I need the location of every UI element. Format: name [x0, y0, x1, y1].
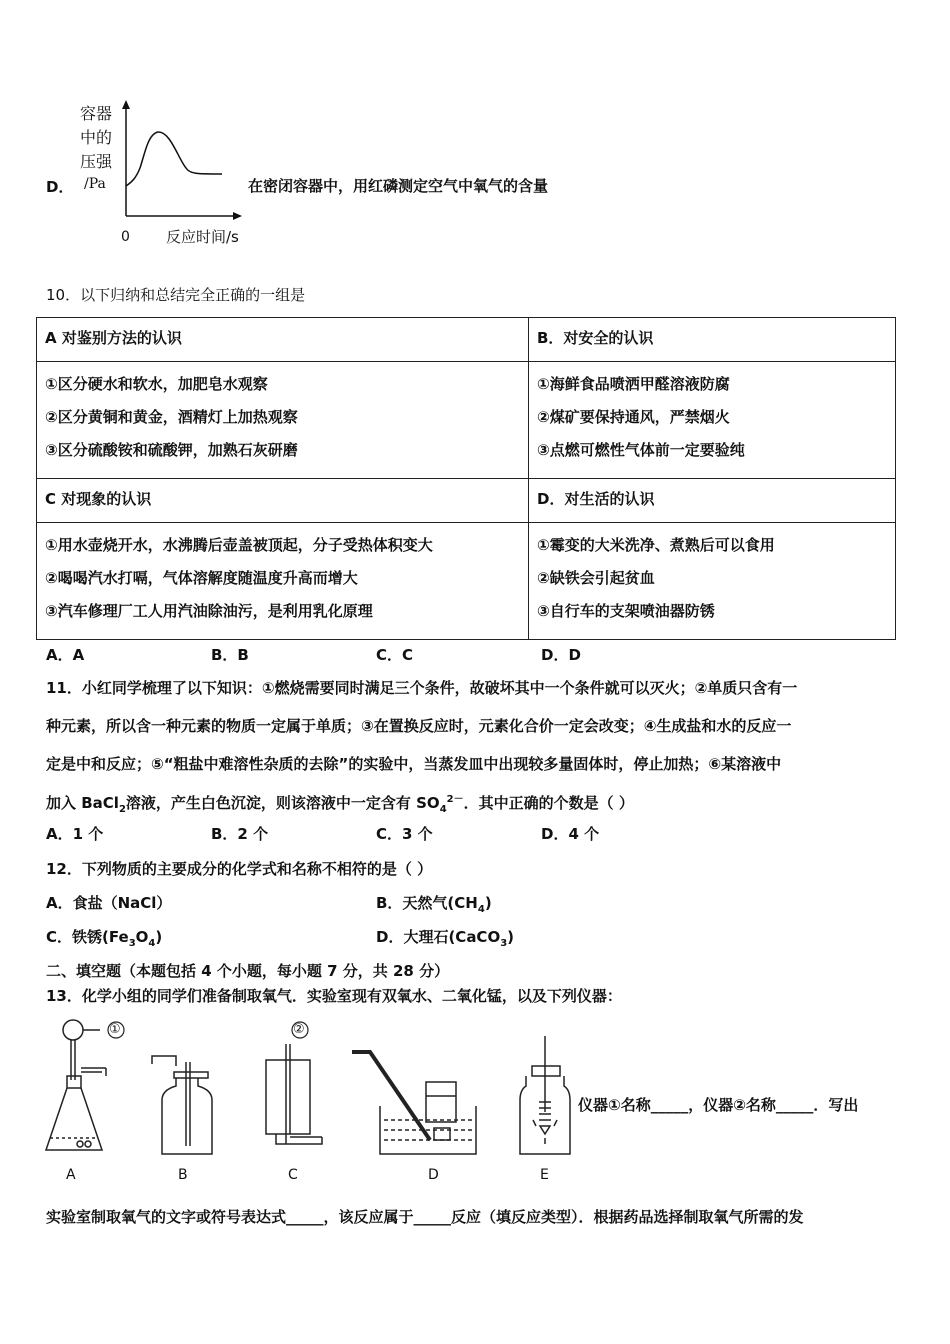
y-label-unit: /Pa	[84, 176, 106, 192]
q11-line2: 种元素，所以含一种元素的物质一定属于单质；③在置换反应时，元素化合价一定会改变；④生成盐和水的反应一	[46, 717, 792, 735]
cell-a-head: A 对鉴别方法的认识	[37, 318, 529, 362]
q12-option-c[interactable]: C．铁锈$(Fe_3O_4)$	[46, 928, 163, 949]
section-2-title: 二、填空题（本题包括 4 个小题，每小题 7 分，共 28 分）	[46, 962, 450, 980]
q11-line1: 11．小红同学梳理了以下知识：①燃烧需要同时满足三个条件，故破坏其中一个条件就可以灭火；②单质只含有一	[46, 679, 798, 697]
apparatus-label-b: B	[178, 1167, 188, 1183]
apparatus-a	[46, 1020, 106, 1150]
q11-option-c[interactable]: C．3 个	[376, 825, 433, 843]
marker-1: ①	[109, 1022, 121, 1037]
apparatus-label-a: A	[66, 1167, 76, 1183]
q10-table	[36, 317, 896, 640]
q10-option-a[interactable]: A．A	[46, 646, 85, 664]
q10-option-c[interactable]: C．C	[376, 646, 414, 664]
q12-stem: 12．下列物质的主要成分的化学式和名称不相符的是（ ）	[46, 860, 433, 878]
q11-option-b[interactable]: B．2 个	[211, 825, 269, 843]
cell-c-body: ①用水壶烧开水，水沸腾后壶盖被顶起，分子受热体积变大 ②喝喝汽水打嗝，气体溶解度随温度升高而增大 ③汽车修理厂工人用汽油除油污，是利用乳化原理	[37, 523, 529, 640]
q11-option-a[interactable]: A．1 个	[46, 825, 104, 843]
cell-c-head: C 对现象的认识	[37, 479, 529, 523]
apparatus-b	[152, 1056, 212, 1154]
q10-stem: 10．以下归纳和总结完全正确的一组是	[46, 286, 306, 304]
graph-caption: 在密闭容器中，用红磷测定空气中氧气的含量	[248, 177, 549, 195]
q13-last-line: 实验室制取氧气的文字或符号表达式_____，该反应属于_____反应（填反应类型）．根据药品选择制取氧气所需的发	[46, 1208, 804, 1226]
cell-b-head: B．对安全的认识	[529, 318, 896, 362]
graph-origin: 0	[121, 229, 130, 245]
y-axis-arrow	[122, 100, 130, 109]
apparatus-d	[352, 1052, 476, 1154]
q10-option-b[interactable]: B．B	[211, 646, 249, 664]
q12-option-b[interactable]: B．天然气$(CH_4)$	[376, 894, 492, 915]
cell-d-head: D．对生活的认识	[529, 479, 896, 523]
cell-d-body: ①霉变的大米洗净、煮熟后可以食用 ②缺铁会引起贫血 ③自行车的支架喷油器防锈	[529, 523, 896, 640]
q12-option-a[interactable]: A．食盐（NaCl）	[46, 894, 172, 912]
x-axis-arrow	[233, 212, 242, 220]
y-label-line2: 中的	[80, 128, 113, 147]
q11-option-d[interactable]: D．4 个	[541, 825, 600, 843]
q11-line4: 加入 BaCl$_2$溶液，产生白色沉淀，则该溶液中一定含有 $SO_4^{2-}$．其中正确的个数是（ ）	[46, 794, 634, 815]
cell-b-body: ①海鲜食品喷洒甲醛溶液防腐 ②煤矿要保持通风，严禁烟火 ③点燃可燃性气体前一定要验纯	[529, 362, 896, 479]
apparatus-figure	[40, 1016, 580, 1166]
apparatus-label-e: E	[540, 1167, 549, 1183]
q10-option-d[interactable]: D．D	[541, 646, 581, 664]
apparatus-label-c: C	[288, 1167, 298, 1183]
q12-option-d[interactable]: D．大理石(CaCO$_3$)	[376, 928, 515, 949]
apparatus-c	[266, 1044, 322, 1144]
q13-side-text: 仪器①名称_____，仪器②名称_____．写出	[578, 1096, 859, 1114]
pressure-curve	[126, 132, 222, 186]
y-label-line1: 容器	[80, 104, 113, 123]
apparatus-label-d: D	[428, 1167, 439, 1183]
y-label-line3: 压强	[80, 152, 113, 171]
option-d-label: D．	[46, 178, 74, 196]
cell-a-body: ①区分硬水和软水，加肥皂水观察 ②区分黄铜和黄金，酒精灯上加热观察 ③区分硫酸铵和硫酸钾，加熟石灰研磨	[37, 362, 529, 479]
q13-stem: 13．化学小组的同学们准备制取氧气．实验室现有双氧水、二氧化锰，以及下列仪器：	[46, 987, 622, 1005]
x-label: 反应时间/s	[166, 228, 239, 246]
apparatus-e	[520, 1036, 570, 1154]
marker-2: ②	[293, 1022, 305, 1037]
q11-line3: 定是中和反应；⑤“粗盐中难溶性杂质的去除”的实验中，当蒸发皿中出现较多量固体时，停止加热；⑥某溶液中	[46, 755, 782, 773]
